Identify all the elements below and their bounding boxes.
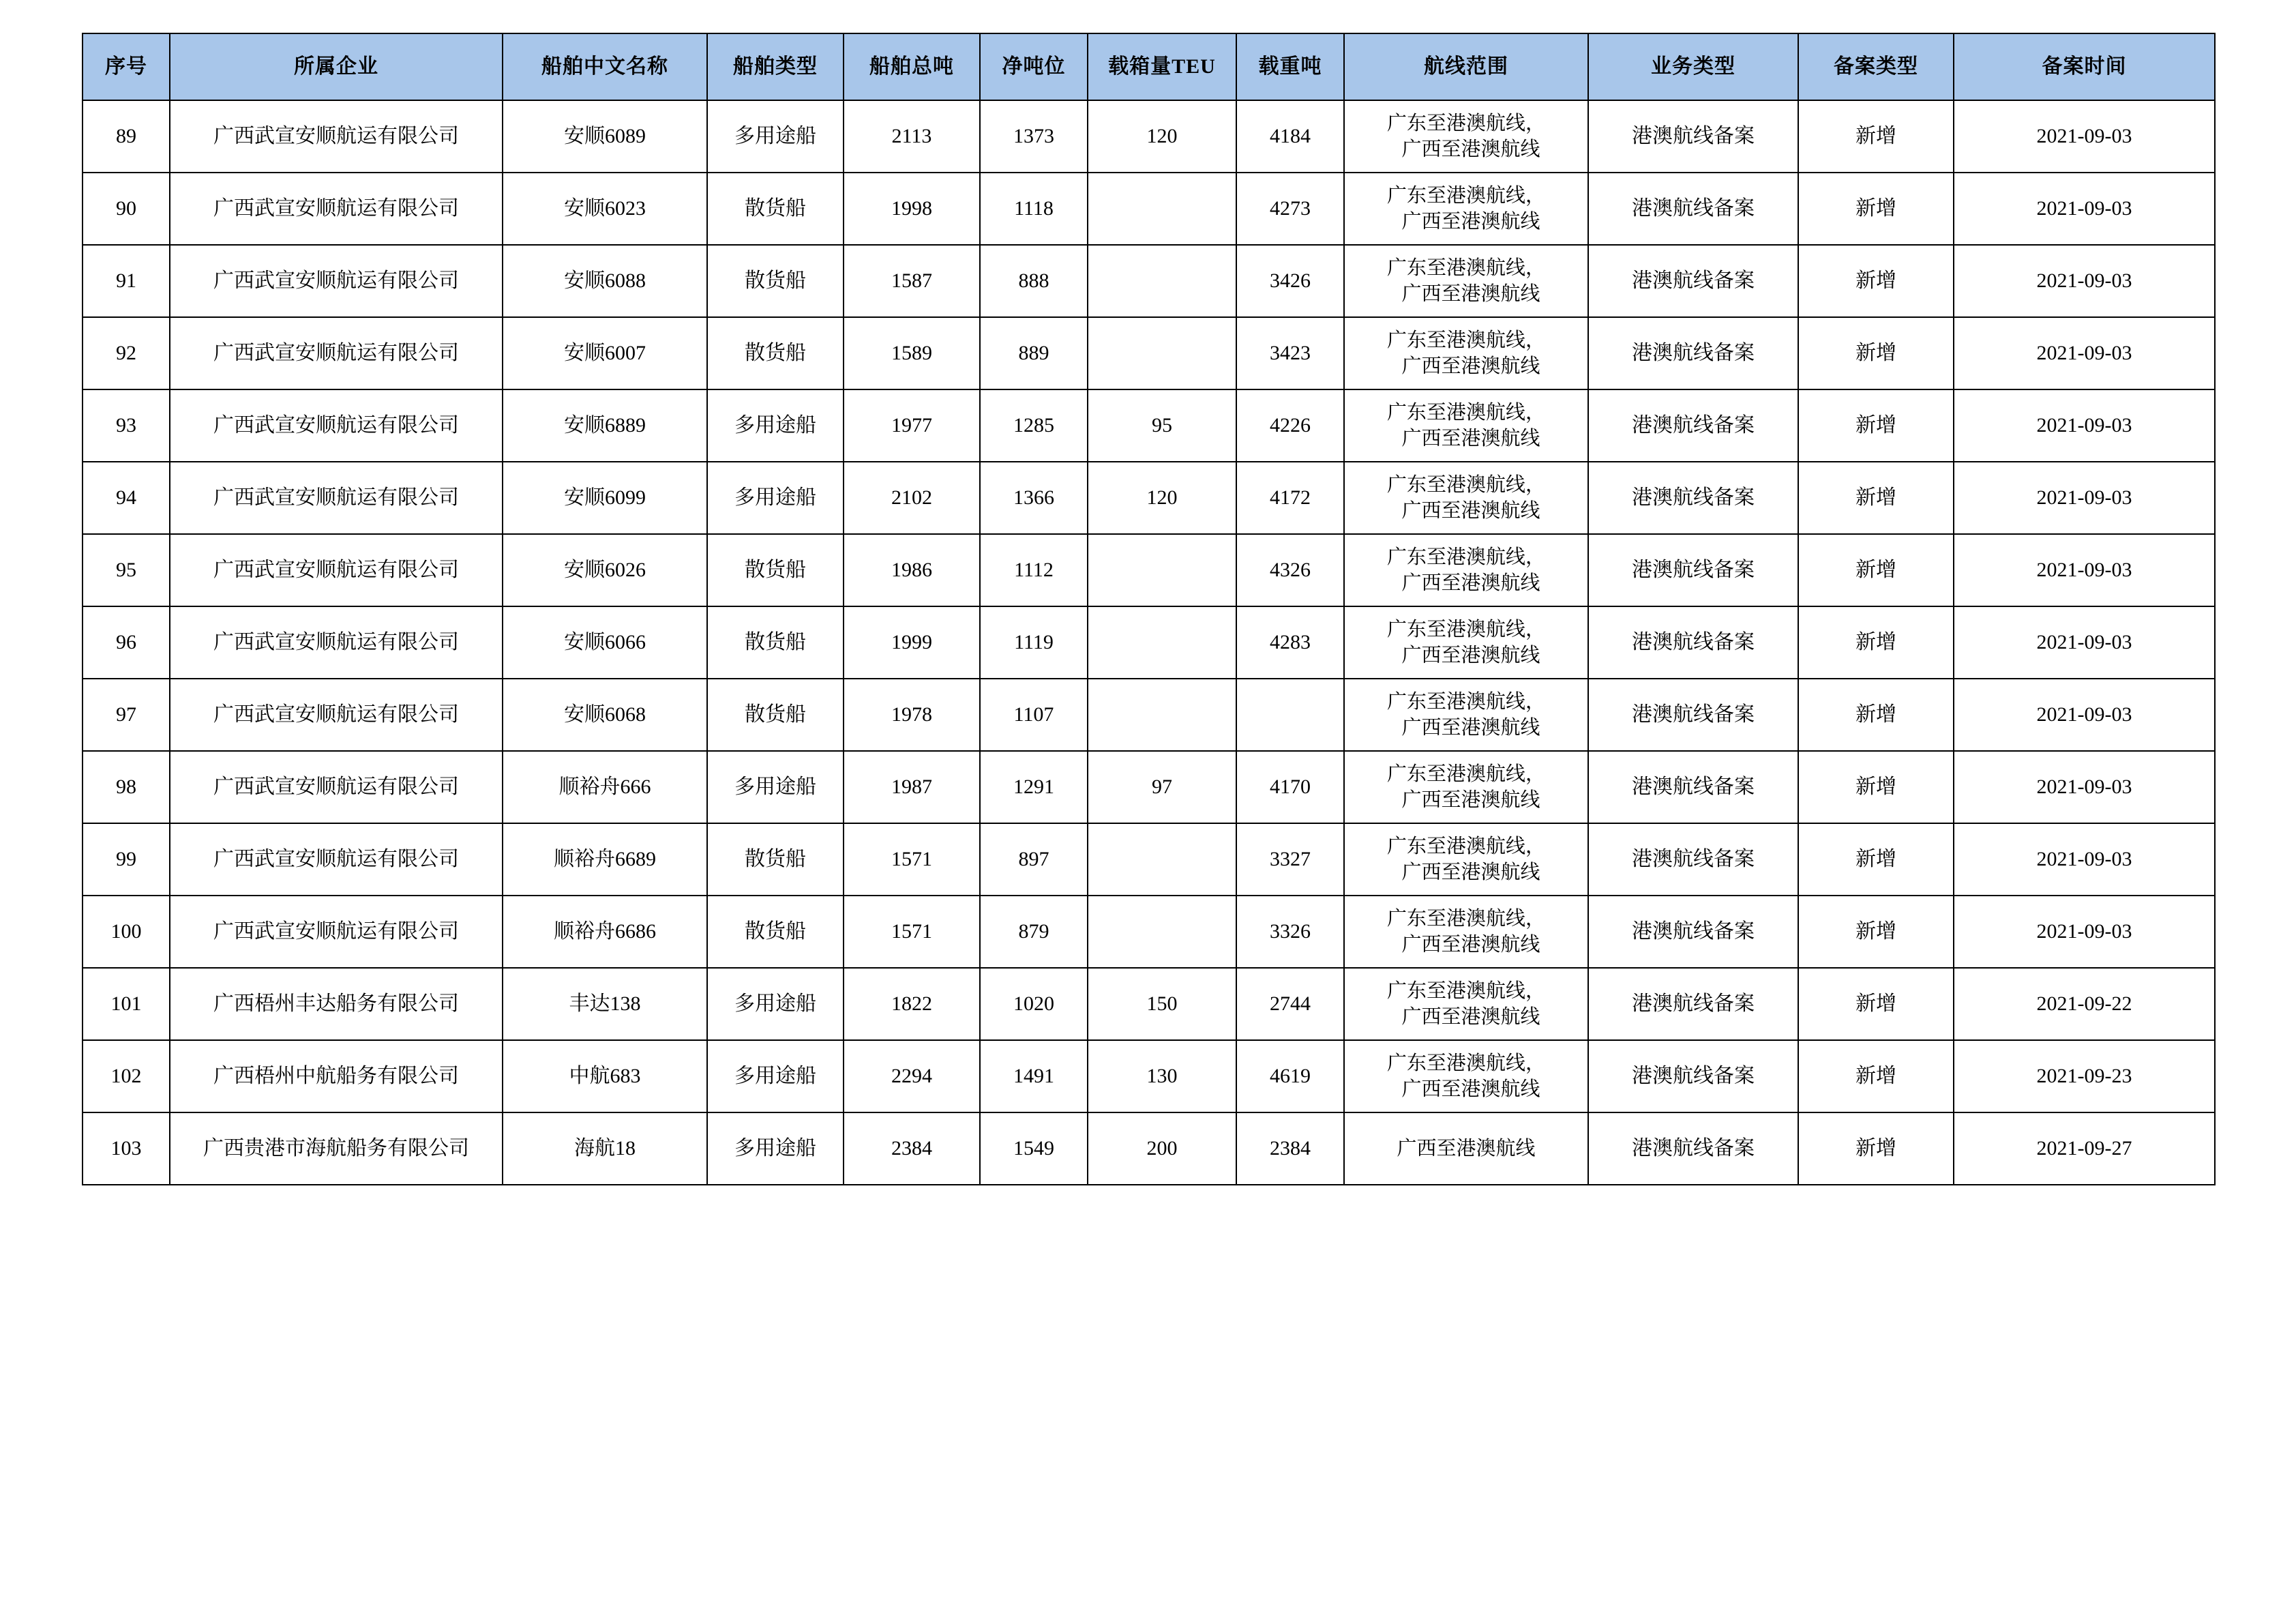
cell-seq: 89: [83, 100, 170, 173]
cell-record-type: 新增: [1798, 968, 1954, 1040]
cell-deadweight: 3423: [1236, 317, 1344, 389]
cell-company: 广西武宣安顺航运有限公司: [170, 896, 503, 968]
cell-record-date: 2021-09-03: [1954, 751, 2215, 823]
cell-route: [1344, 823, 1588, 896]
cell-net-tonnage: 1491: [980, 1040, 1088, 1112]
cell-record-date: 2021-09-03: [1954, 823, 2215, 896]
cell-record-date: 2021-09-03: [1954, 389, 2215, 462]
route-line-1: 广东至港澳航线，: [1386, 112, 1545, 134]
column-header-record-date: 备案时间: [1954, 33, 2215, 100]
route-line-1: 广东至港澳航线，: [1386, 907, 1545, 930]
table-row: [83, 173, 2215, 245]
route-line-2: 广西至港澳航线: [1401, 572, 1540, 594]
route-line-2: 广西至港澳航线: [1401, 934, 1540, 956]
cell-deadweight: 4619: [1236, 1040, 1344, 1112]
cell-route: [1344, 968, 1588, 1040]
route-line-1: 广东至港澳航线，: [1386, 979, 1545, 1002]
cell-seq: 100: [83, 896, 170, 968]
ship-registration-table: [82, 33, 2216, 1185]
cell-company: 广西武宣安顺航运有限公司: [170, 173, 503, 245]
cell-record-type: 新增: [1798, 1040, 1954, 1112]
cell-gross-tonnage: 1589: [844, 317, 980, 389]
cell-business-type: 港澳航线备案: [1588, 1040, 1798, 1112]
route-line-2: 广西至港澳航线: [1401, 500, 1540, 522]
route-line-2: 广西至港澳航线: [1401, 1006, 1540, 1028]
column-header-ship-type: 船舶类型: [707, 33, 844, 100]
cell-business-type: 港澳航线备案: [1588, 317, 1798, 389]
cell-record-type: 新增: [1798, 534, 1954, 606]
cell-gross-tonnage: 2102: [844, 462, 980, 534]
route-line-2: 广西至港澳航线: [1401, 428, 1540, 449]
cell-teu: [1088, 606, 1236, 679]
table-row: [83, 462, 2215, 534]
route-line-2: 广西至港澳航线: [1401, 283, 1540, 305]
column-header-gross-tonnage: 船舶总吨: [844, 33, 980, 100]
cell-business-type: 港澳航线备案: [1588, 389, 1798, 462]
cell-ship-type: 散货船: [707, 245, 844, 317]
cell-gross-tonnage: 1571: [844, 896, 980, 968]
cell-deadweight: 4184: [1236, 100, 1344, 173]
cell-teu: [1088, 173, 1236, 245]
cell-seq: 96: [83, 606, 170, 679]
cell-route: [1344, 1112, 1588, 1185]
cell-deadweight: 4170: [1236, 751, 1344, 823]
route-line-1: 广东至港澳航线，: [1386, 1052, 1545, 1074]
route-line-1: 广东至港澳航线，: [1386, 690, 1545, 713]
cell-seq: 90: [83, 173, 170, 245]
cell-record-date: 2021-09-22: [1954, 968, 2215, 1040]
cell-record-date: 2021-09-03: [1954, 173, 2215, 245]
cell-seq: 91: [83, 245, 170, 317]
cell-net-tonnage: 889: [980, 317, 1088, 389]
cell-business-type: 港澳航线备案: [1588, 100, 1798, 173]
cell-record-type: 新增: [1798, 751, 1954, 823]
cell-net-tonnage: 1020: [980, 968, 1088, 1040]
cell-ship-name: 顺裕舟6686: [503, 896, 707, 968]
route-line-2: 广西至港澳航线: [1401, 789, 1540, 811]
cell-net-tonnage: 1112: [980, 534, 1088, 606]
route-line-2: 广西至港澳航线: [1401, 861, 1540, 883]
cell-deadweight: 3327: [1236, 823, 1344, 896]
cell-ship-name: 顺裕舟6689: [503, 823, 707, 896]
cell-gross-tonnage: 1571: [844, 823, 980, 896]
cell-ship-type: 多用途船: [707, 389, 844, 462]
cell-route: [1344, 462, 1588, 534]
cell-seq: 97: [83, 679, 170, 751]
cell-ship-name: 安顺6068: [503, 679, 707, 751]
cell-teu: [1088, 245, 1236, 317]
cell-business-type: 港澳航线备案: [1588, 968, 1798, 1040]
cell-company: 广西武宣安顺航运有限公司: [170, 751, 503, 823]
cell-company: 广西梧州中航船务有限公司: [170, 1040, 503, 1112]
cell-teu: 120: [1088, 100, 1236, 173]
cell-company: 广西武宣安顺航运有限公司: [170, 823, 503, 896]
cell-teu: 120: [1088, 462, 1236, 534]
cell-gross-tonnage: 1987: [844, 751, 980, 823]
column-header-route: 航线范围: [1344, 33, 1588, 100]
cell-record-date: 2021-09-03: [1954, 100, 2215, 173]
cell-seq: 103: [83, 1112, 170, 1185]
cell-ship-type: 多用途船: [707, 1112, 844, 1185]
route-line-1: 广东至港澳航线，: [1386, 184, 1545, 207]
cell-route: [1344, 1040, 1588, 1112]
cell-company: 广西梧州丰达船务有限公司: [170, 968, 503, 1040]
cell-ship-name: 安顺6089: [503, 100, 707, 173]
cell-record-type: 新增: [1798, 1112, 1954, 1185]
route-line-2: 广西至港澳航线: [1401, 717, 1540, 739]
cell-ship-type: 散货船: [707, 896, 844, 968]
cell-record-date: 2021-09-03: [1954, 679, 2215, 751]
cell-record-date: 2021-09-03: [1954, 534, 2215, 606]
route-line-2: 广西至港澳航线: [1401, 355, 1540, 377]
cell-seq: 93: [83, 389, 170, 462]
cell-company: 广西武宣安顺航运有限公司: [170, 245, 503, 317]
route-line-1: 广东至港澳航线，: [1386, 763, 1545, 785]
cell-business-type: 港澳航线备案: [1588, 1112, 1798, 1185]
cell-ship-name: 安顺6088: [503, 245, 707, 317]
table-row: [83, 1040, 2215, 1112]
cell-teu: 97: [1088, 751, 1236, 823]
cell-ship-name: 安顺6007: [503, 317, 707, 389]
cell-gross-tonnage: 1977: [844, 389, 980, 462]
cell-record-date: 2021-09-27: [1954, 1112, 2215, 1185]
cell-gross-tonnage: 1822: [844, 968, 980, 1040]
cell-route: [1344, 389, 1588, 462]
table-row: [83, 679, 2215, 751]
cell-seq: 92: [83, 317, 170, 389]
cell-route: [1344, 679, 1588, 751]
cell-net-tonnage: 1285: [980, 389, 1088, 462]
cell-company: 广西武宣安顺航运有限公司: [170, 389, 503, 462]
cell-net-tonnage: 1366: [980, 462, 1088, 534]
cell-net-tonnage: 1107: [980, 679, 1088, 751]
cell-gross-tonnage: 1986: [844, 534, 980, 606]
cell-gross-tonnage: 2113: [844, 100, 980, 173]
cell-ship-name: 丰达138: [503, 968, 707, 1040]
cell-deadweight: 2384: [1236, 1112, 1344, 1185]
cell-ship-name: 安顺6889: [503, 389, 707, 462]
table-row: [83, 968, 2215, 1040]
cell-ship-type: 散货船: [707, 679, 844, 751]
column-header-teu: 载箱量TEU: [1088, 33, 1236, 100]
cell-deadweight: 4283: [1236, 606, 1344, 679]
cell-deadweight: 3326: [1236, 896, 1344, 968]
table-row: [83, 245, 2215, 317]
cell-business-type: 港澳航线备案: [1588, 823, 1798, 896]
cell-ship-type: 散货船: [707, 173, 844, 245]
cell-company: 广西武宣安顺航运有限公司: [170, 317, 503, 389]
cell-teu: 150: [1088, 968, 1236, 1040]
cell-ship-type: 散货船: [707, 534, 844, 606]
cell-ship-type: 多用途船: [707, 968, 844, 1040]
cell-ship-type: 多用途船: [707, 751, 844, 823]
cell-route: [1344, 896, 1588, 968]
cell-net-tonnage: 1119: [980, 606, 1088, 679]
cell-business-type: 港澳航线备案: [1588, 534, 1798, 606]
cell-business-type: 港澳航线备案: [1588, 679, 1798, 751]
route-line-1: 广西至港澳航线: [1397, 1137, 1536, 1160]
cell-record-type: 新增: [1798, 100, 1954, 173]
cell-ship-type: 散货船: [707, 606, 844, 679]
column-header-net-tonnage: 净吨位: [980, 33, 1088, 100]
cell-teu: [1088, 534, 1236, 606]
cell-seq: 99: [83, 823, 170, 896]
route-line-1: 广东至港澳航线，: [1386, 546, 1545, 568]
cell-seq: 94: [83, 462, 170, 534]
table-header-row: [83, 33, 2215, 100]
cell-ship-name: 海航18: [503, 1112, 707, 1185]
table-row: [83, 606, 2215, 679]
cell-business-type: 港澳航线备案: [1588, 245, 1798, 317]
cell-record-date: 2021-09-03: [1954, 245, 2215, 317]
cell-ship-type: 散货船: [707, 317, 844, 389]
cell-route: [1344, 751, 1588, 823]
cell-record-type: 新增: [1798, 679, 1954, 751]
cell-net-tonnage: 897: [980, 823, 1088, 896]
cell-record-type: 新增: [1798, 173, 1954, 245]
cell-route: [1344, 100, 1588, 173]
cell-record-type: 新增: [1798, 317, 1954, 389]
cell-company: 广西武宣安顺航运有限公司: [170, 462, 503, 534]
cell-deadweight: 4172: [1236, 462, 1344, 534]
cell-ship-name: 安顺6026: [503, 534, 707, 606]
cell-record-date: 2021-09-03: [1954, 606, 2215, 679]
cell-ship-type: 多用途船: [707, 1040, 844, 1112]
cell-net-tonnage: 1373: [980, 100, 1088, 173]
cell-ship-name: 安顺6099: [503, 462, 707, 534]
cell-record-type: 新增: [1798, 823, 1954, 896]
cell-ship-type: 多用途船: [707, 100, 844, 173]
cell-teu: [1088, 317, 1236, 389]
column-header-seq: 序号: [83, 33, 170, 100]
cell-route: [1344, 317, 1588, 389]
column-header-record-type: 备案类型: [1798, 33, 1954, 100]
cell-company: 广西武宣安顺航运有限公司: [170, 606, 503, 679]
route-line-2: 广西至港澳航线: [1401, 1078, 1540, 1100]
table-row: [83, 389, 2215, 462]
cell-route: [1344, 245, 1588, 317]
cell-record-date: 2021-09-03: [1954, 317, 2215, 389]
cell-seq: 102: [83, 1040, 170, 1112]
cell-gross-tonnage: 1998: [844, 173, 980, 245]
cell-seq: 95: [83, 534, 170, 606]
cell-deadweight: 2744: [1236, 968, 1344, 1040]
route-line-2: 广西至港澳航线: [1401, 645, 1540, 666]
column-header-ship-name: 船舶中文名称: [503, 33, 707, 100]
cell-record-type: 新增: [1798, 389, 1954, 462]
cell-teu: 95: [1088, 389, 1236, 462]
cell-deadweight: [1236, 679, 1344, 751]
cell-company: 广西武宣安顺航运有限公司: [170, 100, 503, 173]
cell-gross-tonnage: 1587: [844, 245, 980, 317]
route-line-1: 广东至港澳航线，: [1386, 618, 1545, 640]
cell-net-tonnage: 888: [980, 245, 1088, 317]
route-line-2: 广西至港澳航线: [1401, 138, 1540, 160]
cell-deadweight: 4226: [1236, 389, 1344, 462]
route-line-1: 广东至港澳航线，: [1386, 256, 1545, 279]
cell-net-tonnage: 1118: [980, 173, 1088, 245]
route-line-1: 广东至港澳航线，: [1386, 473, 1545, 496]
table-row: [83, 534, 2215, 606]
cell-seq: 101: [83, 968, 170, 1040]
cell-gross-tonnage: 2384: [844, 1112, 980, 1185]
cell-business-type: 港澳航线备案: [1588, 751, 1798, 823]
column-header-deadweight: 载重吨: [1236, 33, 1344, 100]
cell-ship-name: 安顺6066: [503, 606, 707, 679]
cell-route: [1344, 173, 1588, 245]
cell-company: 广西贵港市海航船务有限公司: [170, 1112, 503, 1185]
table-row: [83, 1112, 2215, 1185]
table-row: [83, 100, 2215, 173]
cell-business-type: 港澳航线备案: [1588, 896, 1798, 968]
cell-net-tonnage: 1549: [980, 1112, 1088, 1185]
table-row: [83, 823, 2215, 896]
cell-gross-tonnage: 1999: [844, 606, 980, 679]
cell-company: 广西武宣安顺航运有限公司: [170, 534, 503, 606]
table-header: [83, 33, 2215, 100]
column-header-business-type: 业务类型: [1588, 33, 1798, 100]
table-row: [83, 896, 2215, 968]
cell-business-type: 港澳航线备案: [1588, 173, 1798, 245]
route-line-1: 广东至港澳航线，: [1386, 401, 1545, 424]
cell-record-date: 2021-09-23: [1954, 1040, 2215, 1112]
cell-teu: [1088, 679, 1236, 751]
cell-ship-type: 散货船: [707, 823, 844, 896]
cell-teu: [1088, 896, 1236, 968]
cell-record-date: 2021-09-03: [1954, 896, 2215, 968]
cell-deadweight: 4326: [1236, 534, 1344, 606]
cell-net-tonnage: 1291: [980, 751, 1088, 823]
column-header-company: 所属企业: [170, 33, 503, 100]
cell-company: 广西武宣安顺航运有限公司: [170, 679, 503, 751]
table-body: [83, 100, 2215, 1185]
cell-deadweight: 3426: [1236, 245, 1344, 317]
cell-teu: [1088, 823, 1236, 896]
table-row: [83, 317, 2215, 389]
route-line-2: 广西至港澳航线: [1401, 211, 1540, 233]
cell-business-type: 港澳航线备案: [1588, 462, 1798, 534]
cell-record-type: 新增: [1798, 896, 1954, 968]
cell-route: [1344, 606, 1588, 679]
cell-ship-name: 顺裕舟666: [503, 751, 707, 823]
cell-gross-tonnage: 2294: [844, 1040, 980, 1112]
cell-teu: 200: [1088, 1112, 1236, 1185]
cell-record-type: 新增: [1798, 245, 1954, 317]
route-line-1: 广东至港澳航线，: [1386, 329, 1545, 351]
cell-ship-name: 安顺6023: [503, 173, 707, 245]
cell-seq: 98: [83, 751, 170, 823]
cell-record-type: 新增: [1798, 462, 1954, 534]
cell-teu: 130: [1088, 1040, 1236, 1112]
cell-record-date: 2021-09-03: [1954, 462, 2215, 534]
cell-net-tonnage: 879: [980, 896, 1088, 968]
table-row: [83, 751, 2215, 823]
cell-ship-type: 多用途船: [707, 462, 844, 534]
cell-deadweight: 4273: [1236, 173, 1344, 245]
cell-ship-name: 中航683: [503, 1040, 707, 1112]
cell-record-type: 新增: [1798, 606, 1954, 679]
cell-route: [1344, 534, 1588, 606]
cell-gross-tonnage: 1978: [844, 679, 980, 751]
route-line-1: 广东至港澳航线，: [1386, 835, 1545, 857]
cell-business-type: 港澳航线备案: [1588, 606, 1798, 679]
